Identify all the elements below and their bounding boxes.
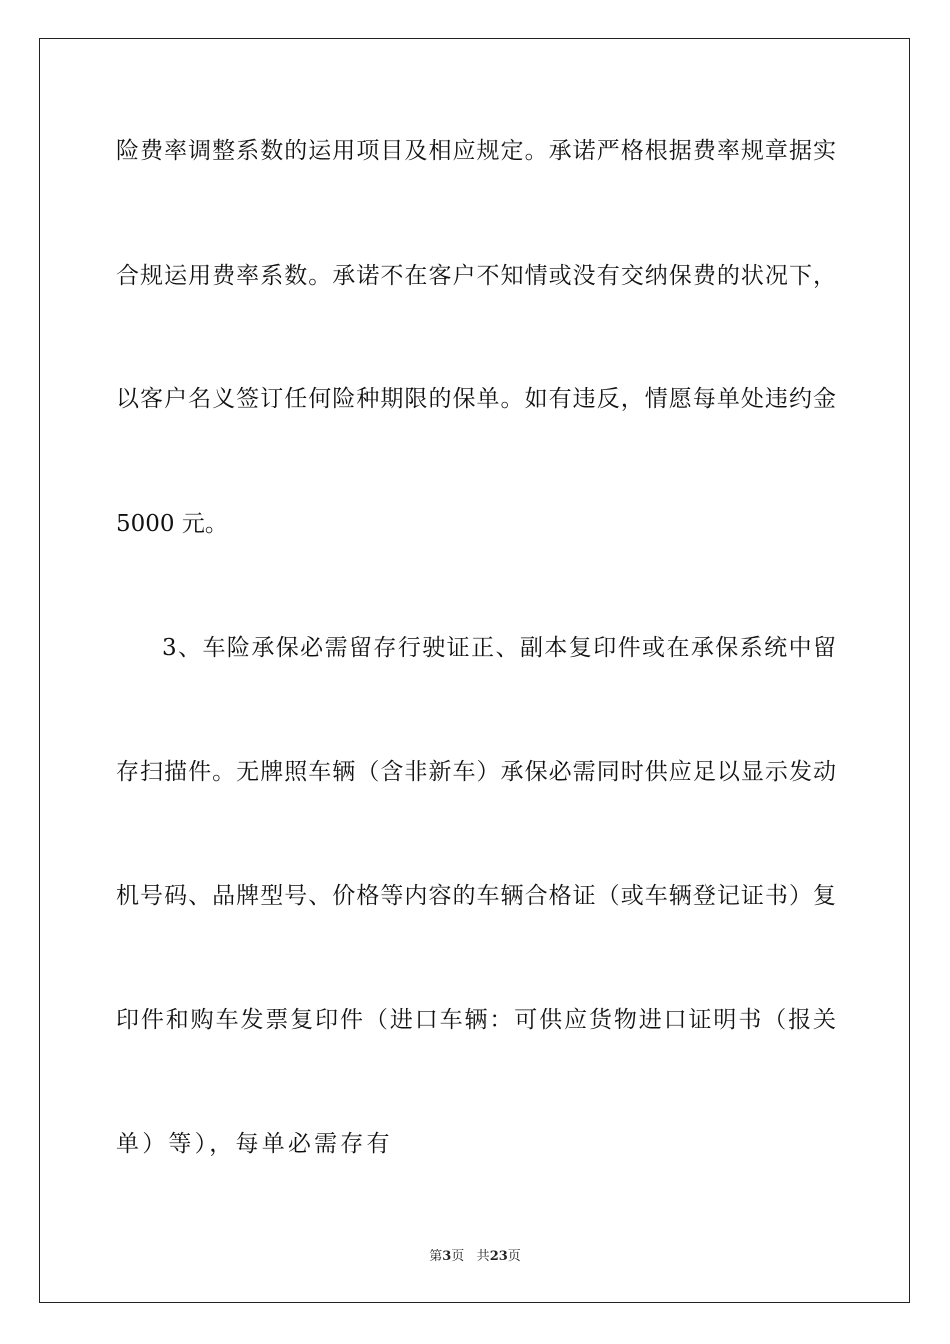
page-border [39, 38, 910, 1303]
footer-total-suffix: 页 [507, 1249, 521, 1264]
paragraph-line-5: 3、车险承保必需留存行驶证正、副本复印件或在承保系统中留 [162, 635, 836, 661]
footer-page-prefix: 第 [429, 1249, 443, 1264]
paragraph-line-7: 机号码、品牌型号、价格等内容的车辆合格证（或车辆登记证书）复 [116, 883, 836, 909]
footer-page-suffix: 页 [451, 1249, 465, 1264]
paragraph-line-4: 5000 元。 [116, 511, 228, 537]
page-footer [0, 1248, 950, 1266]
paragraph-line-9: 单）等），每单必需存有 [116, 1131, 393, 1157]
paragraph-line-3: 以客户名义签订任何险种期限的保单。如有违反，情愿每单处违约金 [116, 386, 836, 412]
paragraph-line-6: 存扫描件。无牌照车辆（含非新车）承保必需同时供应足以显示发动 [116, 759, 836, 785]
paragraph-line-1: 险费率调整系数的运用项目及相应规定。承诺严格根据费率规章据实 [116, 138, 836, 164]
footer-total-pages: 23 [489, 1249, 508, 1264]
footer-page-number: 3 [442, 1249, 452, 1264]
paragraph-line-2: 合规运用费率系数。承诺不在客户不知情或没有交纳保费的状况下， [116, 263, 836, 289]
footer-total-prefix: 共 [476, 1249, 490, 1264]
paragraph-line-8: 印件和购车发票复印件（进口车辆：可供应货物进口证明书（报关 [116, 1007, 836, 1033]
